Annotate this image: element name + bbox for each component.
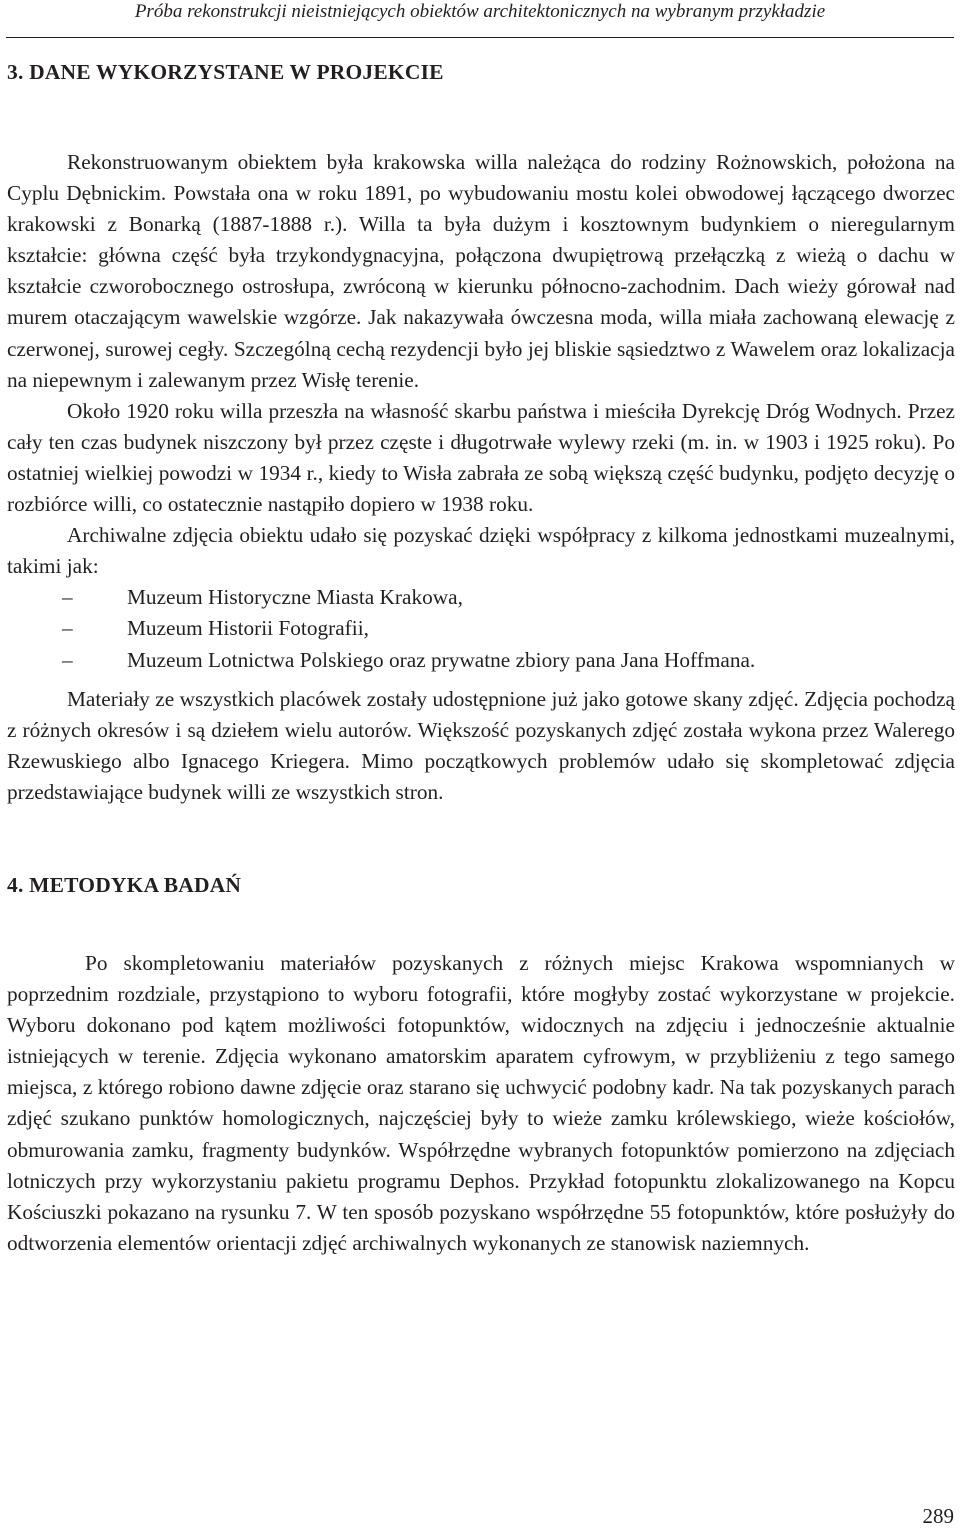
list-dash: – (62, 616, 73, 641)
list-item (7, 582, 955, 613)
list-item (7, 613, 955, 644)
list-item-text: Muzeum Historii Fotografii, (127, 616, 369, 641)
list-dash: – (62, 647, 73, 672)
section-spacer (7, 808, 955, 870)
paragraph-villa-history: Około 1920 roku willa przeszła na własność skarbu państwa i mieściła Dyrekcję Dróg Wodnych. Przez cały ten czas budynek niszczony był przez częste i długotrwałe wylewy rzeki (m. in. w 1903 i 1925 roku). Po ostatniej wielkiej powodzi w 1934 r., kiedy to Wisła zabrała ze sobą większą część budynku, podjęto decyzję o rozbiórce willi, co ostatecznie nastąpiło dopiero w 1938 roku. (7, 398, 955, 517)
page-body (7, 57, 955, 1259)
list-item (7, 645, 955, 676)
paragraph-archive-sources: Archiwalne zdjęcia obiektu udało się pozyskać dzięki współpracy z kilkoma jednostkami muzealnymi, takimi jak: (7, 523, 955, 579)
section-heading-3: 3. DANE WYKORZYSTANE W PROJEKCIE (7, 60, 444, 84)
paragraph-scans: Materiały ze wszystkich placówek zostały udostępnione już jako gotowe skany zdjęć. Zdjęcia pochodzą z różnych okresów i są dziełem wielu autorów. Większość pozyskanych zdjęć została wykona przez Walerego Rzewuskiego albo Ignacego Kriegera. Mimo początkowych problemów udało się skompletować zdjęcia przedstawiające budynek willi ze wszystkich stron. (7, 686, 955, 804)
list-dash: – (62, 585, 73, 610)
page-number: 289 (922, 1504, 954, 1528)
list-item-text: Muzeum Lotnictwa Polskiego oraz prywatne zbiory pana Jana Hoffmana. (127, 647, 756, 672)
section-heading-4: 4. METODYKA BADAŃ (7, 872, 242, 897)
paragraph-methodology: Po skompletowaniu materiałów pozyskanych z różnych miejsc Krakowa wspomnianych w poprzednim rozdziale, przystąpiono to wyboru fotografii, które mogłyby zostać wykorzystane w projekcie. Wyboru dokonano pod kątem możliwości fotopunktów, widocznych na zdjęciu i jednocześnie aktualnie istniejących w terenie. Zdjęcia wykonano amatorskim aparatem cyfrowym, w przybliżeniu z tego samego miejsca, z którego robiono dawne zdjęcie oraz starano się uchwycić podobny kadr. Na tak pozyskanych parach zdjęć szukano punktów homologicznych, najczęściej były to wieże zamku królewskiego, wieże kościołów, obmurowania zamku, fragmenty budynków. Współrzędne wybranych fotopunktów pomierzono na zdjęciach lotniczych przy wykorzystaniu pakietu programu Dephos. Przykład fotopunktu zlokalizowanego na Kopcu Kościuszki pokazano na rysunku 7. W ten sposób pozyskano współrzędne 55 fotopunktów, które posłużyły do odtworzenia elementów orientacji zdjęć archiwalnych wykonanych ze stanowisk naziemnych. (7, 950, 955, 1255)
museum-list (7, 582, 955, 675)
list-item-text: Muzeum Historyczne Miasta Krakowa, (127, 585, 463, 610)
running-header: Próba rekonstrukcji nieistniejących obiektów architektonicznych na wybranym przykładzie (134, 1, 826, 22)
paragraph-villa-description: Rekonstruowanym obiektem była krakowska willa należąca do rodziny Rożnowskich, położona na Cyplu Dębnickim. Powstała ona w roku 1891, po wybudowaniu mostu kolei obwodowej łączącego dworzec krakowski z Bonarką (1887-1888 r.). Willa ta była dużym i kosztownym budynkiem o nieregularnym kształcie: główna część była trzykondygnacyjna, połączona dwupiętrową przełączką z wieżą o dachu w kształcie czworobocznego ostrosłupa, zwróconą w kierunku północno-zachodnim. Dach wieży górował nad murem otaczającym wawelskie wzgórze. Jak nakazywała ówczesna moda, willa miała zachowaną elewację z czerwonej, surowej cegły. Szczególną cechą rezydencji było jej bliskie sąsiedztwo z Wawelem oraz lokalizacja na niepewnym i zalewanym przez Wisłę terenie. (7, 150, 955, 392)
header-rule (6, 37, 954, 38)
